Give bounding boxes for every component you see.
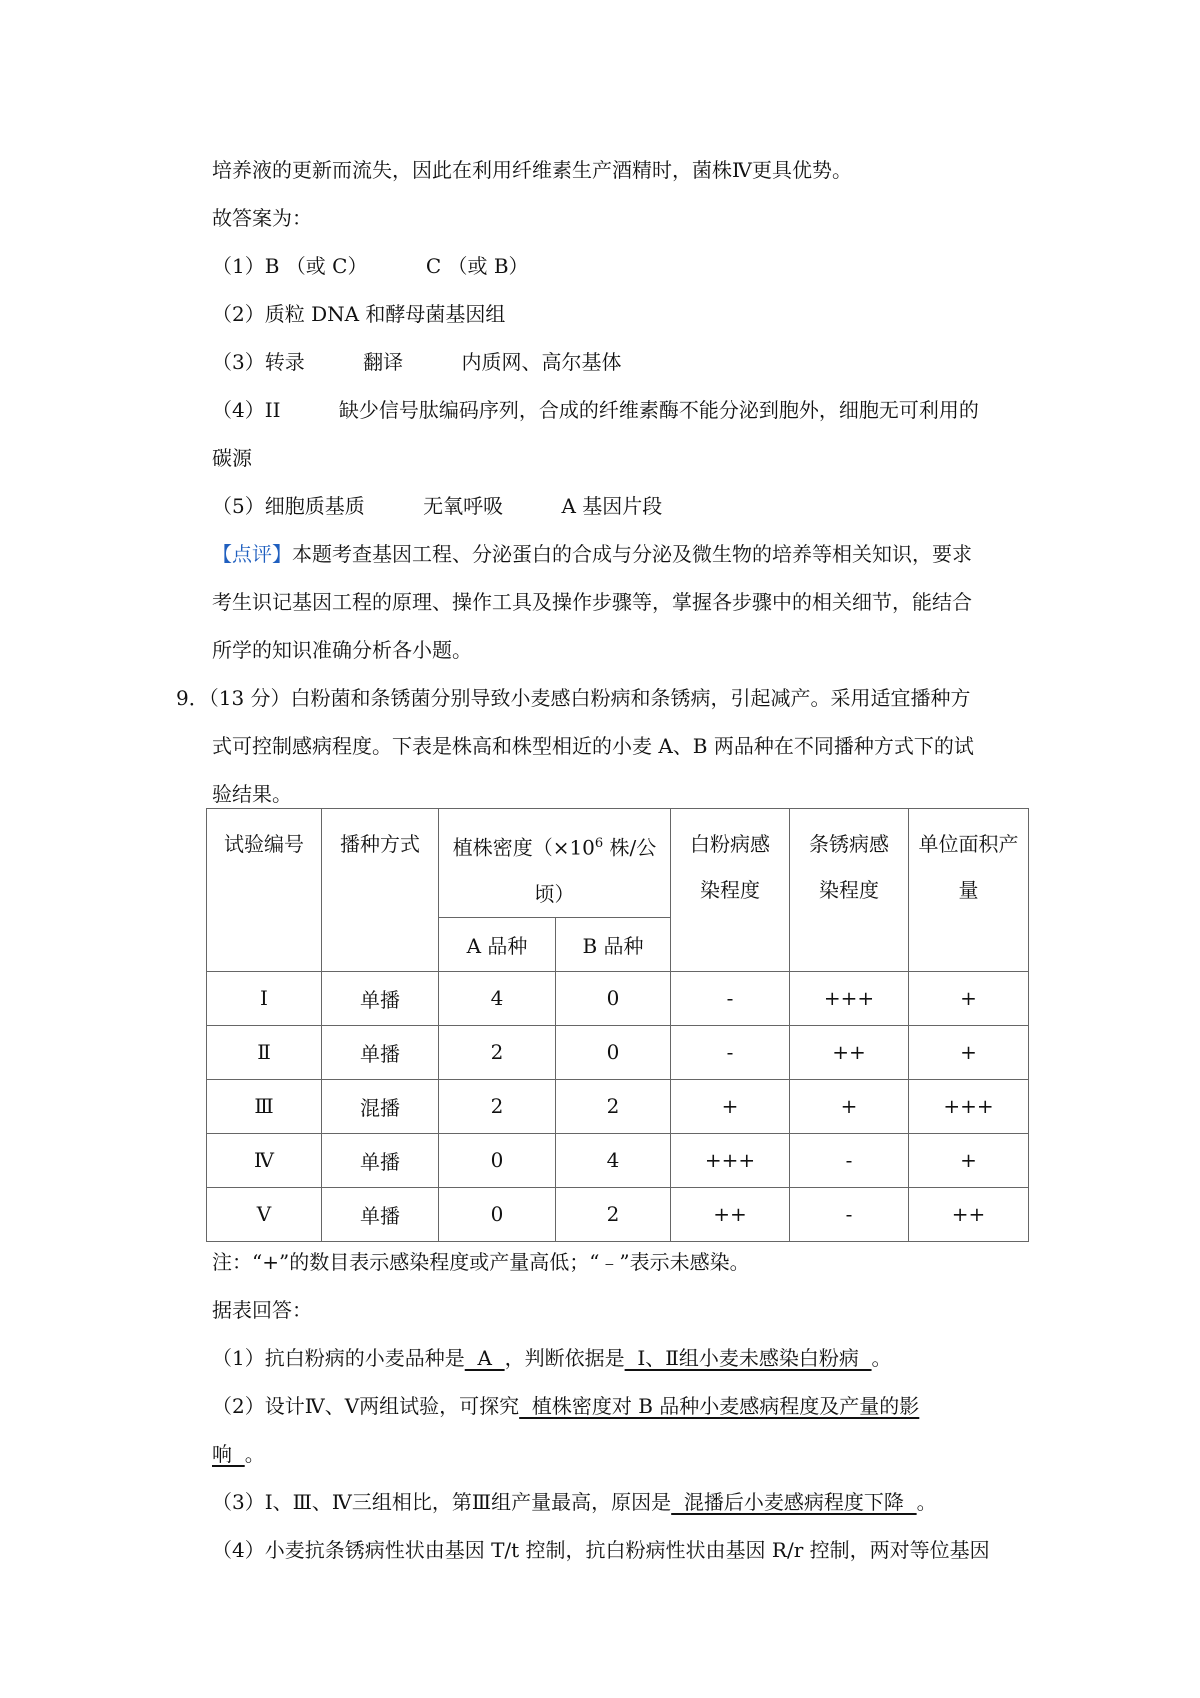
sub-question-1 — [212, 1344, 892, 1372]
answer-1 — [212, 252, 529, 280]
answer-intro: 据表回答： — [212, 1298, 312, 1322]
sub-question-text: （2）设计Ⅳ、Ⅴ两组试验，可探究 — [212, 1394, 520, 1418]
cell-a: 4 — [439, 971, 556, 1025]
table-row — [207, 971, 1029, 1025]
cell-b: 2 — [556, 1187, 671, 1241]
cell-rust: ++ — [790, 1025, 909, 1079]
answer-2: （2）质粒 DNA 和酵母菌基因组 — [212, 302, 506, 326]
comment-tag: 【点评】 — [212, 542, 292, 566]
cell-a: 2 — [439, 1079, 556, 1133]
table-row — [207, 1133, 1029, 1187]
cell-powdery: ++ — [671, 1187, 790, 1241]
sub-question-text: （1）抗白粉病的小麦品种是 — [212, 1346, 465, 1370]
sub-question-text: 。 — [244, 1442, 265, 1466]
cell-b: 2 — [556, 1079, 671, 1133]
sub-question-text: 。 — [871, 1346, 892, 1370]
comment — [212, 540, 972, 568]
sub-question-3 — [212, 1488, 937, 1516]
cell-method: 单播 — [322, 1025, 439, 1079]
header-id: 试验编号 — [207, 809, 322, 972]
cell-method: 混播 — [322, 1079, 439, 1133]
answer-blank: 响 — [212, 1442, 245, 1466]
header-text: 量 — [958, 878, 979, 902]
answer-4-text: （4）II — [212, 398, 281, 422]
sub-question-text: 。 — [916, 1490, 937, 1514]
answer-5-text: 无氧呼吸 — [423, 494, 504, 518]
cell-powdery: + — [671, 1079, 790, 1133]
header-text: 条锈病感 — [809, 832, 890, 856]
header-density — [439, 809, 671, 918]
cell-id: Ⅱ — [207, 1025, 322, 1079]
table-row — [207, 1079, 1029, 1133]
header-powdery — [671, 809, 790, 972]
header-rust — [790, 809, 909, 972]
sub-question-2-cont — [212, 1440, 265, 1468]
question-text: （13 分）白粉菌和条锈菌分别导致小麦感白粉病和条锈病，引起减产。采用适宜播种方 — [208, 686, 971, 710]
answer-5 — [212, 492, 662, 520]
cell-yield: + — [909, 1025, 1029, 1079]
sub-question-text: ，判断依据是 — [504, 1346, 625, 1370]
cell-yield: + — [909, 1133, 1029, 1187]
table-note: 注：“+”的数目表示感染程度或产量高低；“﹣”表示未感染。 — [212, 1250, 750, 1274]
results-table — [206, 808, 1029, 1242]
answer-5-text: （5）细胞质基质 — [212, 494, 365, 518]
answer-1-text: （或 B） — [447, 254, 529, 278]
cell-powdery: - — [671, 1025, 790, 1079]
cell-rust: - — [790, 1133, 909, 1187]
answer-4-cont: 碳源 — [212, 446, 252, 470]
cell-yield: + — [909, 971, 1029, 1025]
answer-blank: 植株密度对 B 品种小麦感病程度及产量的影 — [519, 1394, 920, 1418]
cell-id: Ⅲ — [207, 1079, 322, 1133]
cell-method: 单播 — [322, 1187, 439, 1241]
header-text: 染程度 — [700, 878, 761, 902]
cell-yield: ++ — [909, 1187, 1029, 1241]
question-text: 验结果。 — [212, 782, 292, 806]
header-density-text: 植株密度（×10 — [452, 835, 595, 860]
header-method: 播种方式 — [322, 809, 439, 972]
cell-rust: +++ — [790, 971, 909, 1025]
question-text: 式可控制感病程度。下表是株高和株型相近的小麦 A、B 两品种在不同播种方式下的试 — [212, 734, 974, 758]
cell-id: Ⅳ — [207, 1133, 322, 1187]
sub-question-2 — [212, 1392, 919, 1420]
sub-question-4: （4）小麦抗条锈病性状由基因 T/t 控制，抗白粉病性状由基因 R/r 控制，两对等位基因 — [212, 1538, 990, 1562]
comment-text: 考生识记基因工程的原理、操作工具及操作步骤等，掌握各步骤中的相关细节，能结合 — [212, 590, 972, 614]
answer-4 — [212, 396, 979, 424]
answer-blank: Ⅰ、Ⅱ组小麦未感染白粉病 — [624, 1346, 872, 1370]
sub-question-text: （3）Ⅰ、Ⅲ、Ⅳ三组相比，第Ⅲ组产量最高，原因是 — [212, 1490, 672, 1514]
header-text: 白粉病感 — [690, 832, 771, 856]
answer-1-text: （1）B — [212, 254, 280, 278]
table-row — [207, 1187, 1029, 1241]
cell-id: Ⅰ — [207, 971, 322, 1025]
cell-method: 单播 — [322, 971, 439, 1025]
comment-text: 本题考查基因工程、分泌蛋白的合成与分泌及微生物的培养等相关知识，要求 — [292, 542, 972, 566]
cell-a: 0 — [439, 1133, 556, 1187]
answer-blank: 混播后小麦感病程度下降 — [671, 1490, 917, 1514]
text-line: 培养液的更新而流失，因此在利用纤维素生产酒精时，菌株Ⅳ更具优势。 — [212, 158, 852, 182]
header-text: 单位面积产 — [918, 832, 1019, 856]
answer-3 — [212, 348, 621, 376]
cell-powdery: +++ — [671, 1133, 790, 1187]
question-number: 9． — [176, 686, 209, 710]
cell-yield: +++ — [909, 1079, 1029, 1133]
cell-b: 0 — [556, 971, 671, 1025]
answer-1-text: （或 C） — [285, 254, 368, 278]
header-variety-b: B 品种 — [556, 917, 671, 971]
cell-rust: - — [790, 1187, 909, 1241]
header-density-sup: 6 — [594, 836, 604, 851]
cell-id: Ⅴ — [207, 1187, 322, 1241]
header-variety-a: A 品种 — [439, 917, 556, 971]
cell-a: 2 — [439, 1025, 556, 1079]
answer-5-text: A 基因片段 — [561, 494, 663, 518]
cell-a: 0 — [439, 1187, 556, 1241]
answer-3-text: （3）转录 — [212, 350, 305, 374]
cell-method: 单播 — [322, 1133, 439, 1187]
table-row — [207, 1025, 1029, 1079]
cell-rust: + — [790, 1079, 909, 1133]
answer-blank: A — [464, 1346, 505, 1370]
question-9 — [176, 684, 971, 712]
answer-4-text: 缺少信号肽编码序列，合成的纤维素酶不能分泌到胞外，细胞无可利用的 — [338, 398, 979, 422]
answer-3-text: 内质网、高尔基体 — [461, 350, 622, 374]
header-yield — [909, 809, 1029, 972]
answer-3-text: 翻译 — [363, 350, 404, 374]
header-text: 染程度 — [819, 878, 880, 902]
header-density-text: 顷） — [534, 881, 575, 906]
comment-text: 所学的知识准确分析各小题。 — [212, 638, 472, 662]
cell-powdery: - — [671, 971, 790, 1025]
answer-1-text: C — [425, 254, 442, 278]
header-density-text: 株/公 — [603, 835, 657, 860]
text-line: 故答案为： — [212, 206, 312, 230]
cell-b: 0 — [556, 1025, 671, 1079]
cell-b: 4 — [556, 1133, 671, 1187]
